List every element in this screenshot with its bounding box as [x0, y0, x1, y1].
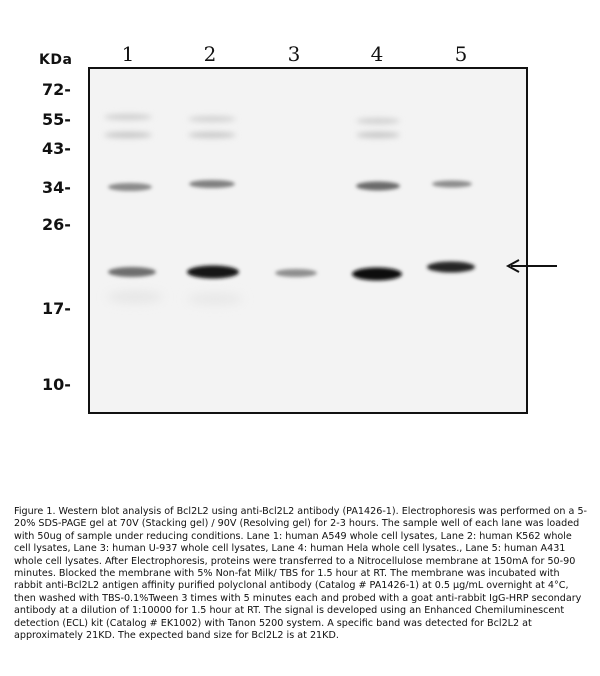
lane-label-4: 4 — [370, 42, 384, 66]
marker-10: 10- — [42, 375, 71, 394]
band-lane4-34kda — [356, 182, 400, 191]
band-lane5-34kda — [432, 181, 472, 188]
band-lane4-21kda — [352, 268, 402, 281]
band-lane3-21kda — [275, 269, 317, 277]
band-lane1-faint — [104, 114, 152, 120]
lane-label-3: 3 — [287, 42, 301, 66]
band-lane2-34kda — [189, 180, 235, 188]
lane-label-5: 5 — [454, 42, 468, 66]
marker-34: 34- — [42, 178, 71, 197]
figure-caption: Figure 1. Western blot analysis of Bcl2L2 using anti-Bcl2L2 antibody (PA1426-1). Electrophoresis was performed on a 5-20% SDS-PAGE gel at 70V (Stacking gel) / 90V (Resolving gel) for 2-3 hours. The sample well of each lane was loaded with 50ug of sample under reducing conditions. Lane 1: human A549 whole cell lysates, Lane 2: human K562 whole cell lysates, Lane 3: human U-937 whole cell lysates, Lane 4: human Hela whole cell lysates., Lane 5: human A431 whole cell lysates. After Electrophoresis, proteins were transferred to a Nitrocellulose membrane at 150mA for 50-90 minutes. Blocked the membrane with 5% Non-fat Milk/ TBS for 1.5 hour at RT. The membrane was incubated with rabbit anti-Bcl2L2 antigen affinity purified polyclonal antibody (Catalog # PA1426-1) at 0.5 μg/mL overnight at 4°C, then washed with TBS-0.1%Tween 3 times with 5 minutes each and probed with a goat anti-rabbit IgG-HRP secondary antibody at a dilution of 1:10000 for 1.5 hour at RT. The signal is developed using an Enhanced Chemiluminescent detection (ECL) kit (Catalog # EK1002) with Tanon 5200 system. A specific band was detected for Bcl2L2 at approximately 21KD. The expected band size for Bcl2L2 is at 21KD. — [14, 506, 588, 642]
arrow-left-icon — [505, 258, 557, 274]
band-lane5-21kda — [427, 262, 475, 273]
lane-label-1: 1 — [121, 42, 135, 66]
band-lane4-faint — [356, 132, 400, 138]
kda-unit-label: KDa — [39, 52, 73, 68]
marker-72: 72- — [42, 80, 71, 99]
western-blot-membrane — [88, 67, 528, 414]
marker-43: 43- — [42, 139, 71, 158]
band-lane1-faint — [104, 132, 152, 138]
band-lane2-faint — [188, 132, 236, 138]
band-lane1-21kda — [108, 267, 156, 277]
band-lane2-21kda — [187, 266, 239, 279]
band-lane2-faint — [188, 116, 236, 122]
lane-label-2: 2 — [203, 42, 217, 66]
band-lane1-34kda — [108, 183, 152, 191]
marker-17: 17- — [42, 299, 71, 318]
marker-55: 55- — [42, 110, 71, 129]
marker-26: 26- — [42, 215, 71, 234]
blot-image — [90, 69, 528, 414]
background-haze — [107, 291, 163, 303]
background-haze — [187, 293, 243, 305]
band-lane4-faint — [356, 118, 400, 124]
